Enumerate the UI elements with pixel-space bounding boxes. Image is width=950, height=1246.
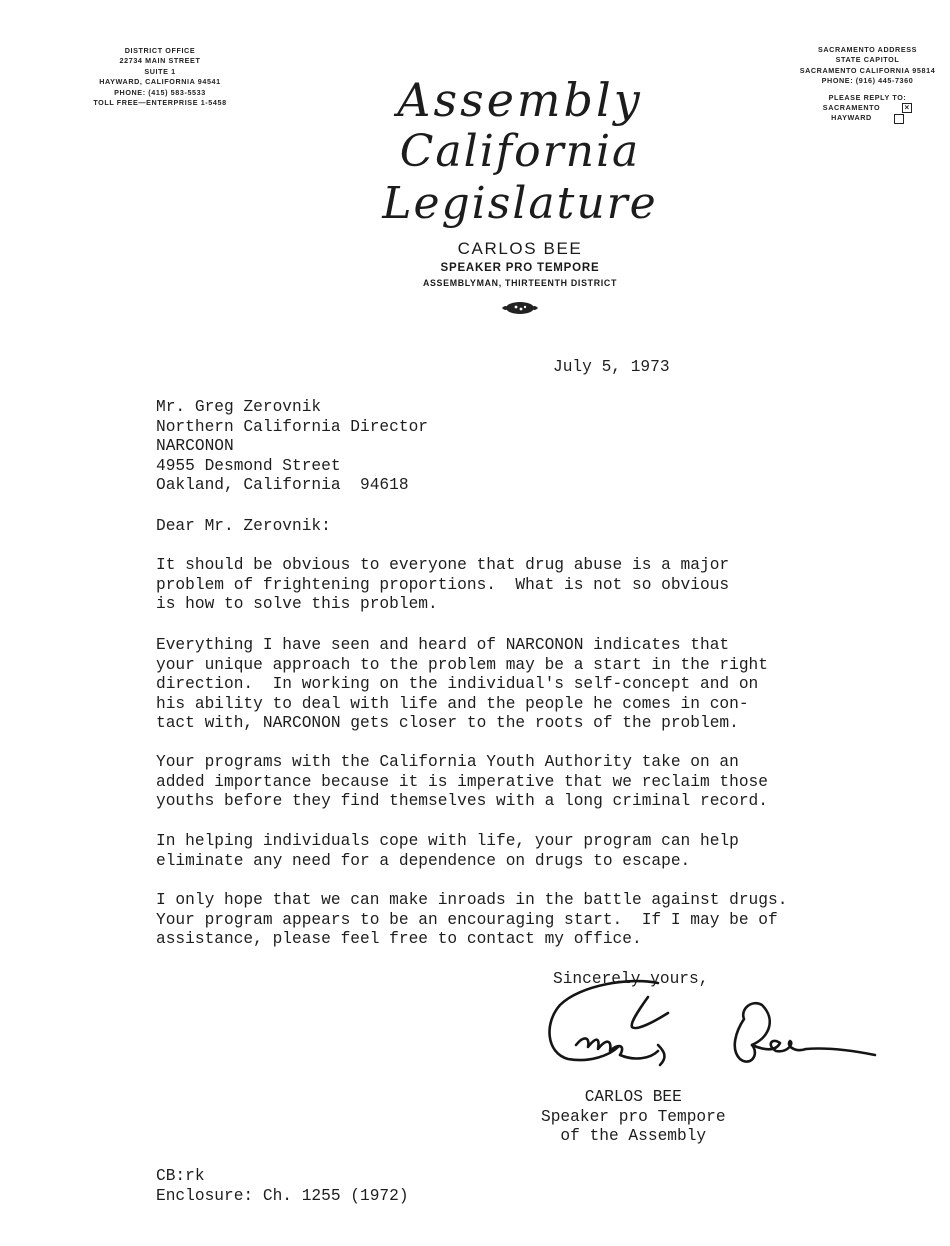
recipient-line: Northern California Director: [156, 417, 428, 436]
recipient-line: Mr. Greg Zerovnik: [156, 398, 322, 416]
recipient-line: 4955 Desmond Street: [156, 456, 341, 475]
title-assembly: Assembly: [397, 73, 643, 127]
sacramento-line: STATE CAPITOL: [835, 55, 900, 65]
district-office-address: [70, 46, 250, 108]
district-office-line: TOLL FREE—ENTERPRISE 1-5458: [93, 98, 227, 108]
recipient-address: [156, 398, 428, 496]
sacramento-address: [785, 45, 950, 124]
member-name: CARLOS BEE: [457, 239, 583, 258]
state-seal-icon: [500, 300, 540, 316]
district-office-line: PHONE: (415) 583-5533: [114, 87, 206, 97]
body-paragraph: Your programs with the California Youth Authority take on an added importance because it is imperative that we reclaim those youths before they find themselves with a long criminal record.: [156, 753, 768, 811]
body-paragraph: I only hope that we can make inroads in the battle against drugs. Your program appears to be an encouraging start. If I may be of assistance, please feel free to contact my office.: [156, 891, 788, 949]
recipient-line: Oakland, California 94618: [156, 476, 409, 495]
body-paragraph: Everything I have seen and heard of NARCONON indicates that your unique approach to the problem may be a start in the right direction. In working on the individual's self-concept and on his ability to deal with life and the people he comes in con- tact with, NARCONON gets closer to the roots of the problem.: [156, 636, 768, 733]
body-paragraph: In helping individuals cope with life, your program can help eliminate any need for a dependence on drugs to escape.: [156, 832, 739, 870]
district-office-line: 22734 MAIN STREET: [119, 56, 201, 66]
letterhead-title: [260, 74, 780, 230]
recipient-line: NARCONON: [156, 437, 234, 456]
empty-box-icon: [894, 114, 904, 124]
reply-option-sacramento: [785, 103, 950, 113]
reply-option-label: SACRAMENTO: [822, 103, 881, 113]
signer-title: Speaker pro Tempore: [541, 1107, 726, 1126]
signer-block: [541, 1088, 726, 1147]
body-paragraph: It should be obvious to everyone that drug abuse is a major problem of frightening proportions. What is not so obvious is how to solve this problem.: [156, 556, 730, 614]
closing: Sincerely yours,: [553, 970, 709, 988]
reference-block: [156, 1167, 409, 1206]
letter-date: July 5, 1973: [553, 358, 670, 376]
enclosure-note: Enclosure: Ch. 1255 (1972): [156, 1186, 409, 1205]
member-title: SPEAKER PRO TEMPORE: [440, 262, 600, 274]
reply-to-label: PLEASE REPLY TO:: [828, 92, 907, 102]
district-office-line: SUITE 1: [144, 66, 176, 76]
reference-initials: CB:rk: [156, 1167, 205, 1185]
sacramento-line: SACRAMENTO CALIFORNIA 95814: [799, 65, 936, 75]
district-office-line: DISTRICT OFFICE: [124, 46, 196, 55]
member-district: ASSEMBLYMAN, THIRTEENTH DISTRICT: [422, 278, 618, 288]
signer-title: of the Assembly: [560, 1127, 707, 1146]
title-california-legislature: California Legislature: [382, 126, 658, 229]
signer-name: CARLOS BEE: [584, 1088, 682, 1106]
sacramento-line: SACRAMENTO ADDRESS: [817, 45, 918, 54]
reply-option-hayward: [785, 113, 950, 123]
reply-option-label: HAYWARD: [831, 113, 872, 123]
checked-box-icon: ×: [902, 103, 912, 113]
sacramento-line: PHONE: (916) 445-7360: [821, 76, 914, 86]
district-office-line: HAYWARD, CALIFORNIA 94541: [99, 77, 221, 87]
handwritten-signature-icon: [540, 975, 885, 1075]
salutation: Dear Mr. Zerovnik:: [156, 517, 331, 535]
member-block: [360, 238, 680, 316]
